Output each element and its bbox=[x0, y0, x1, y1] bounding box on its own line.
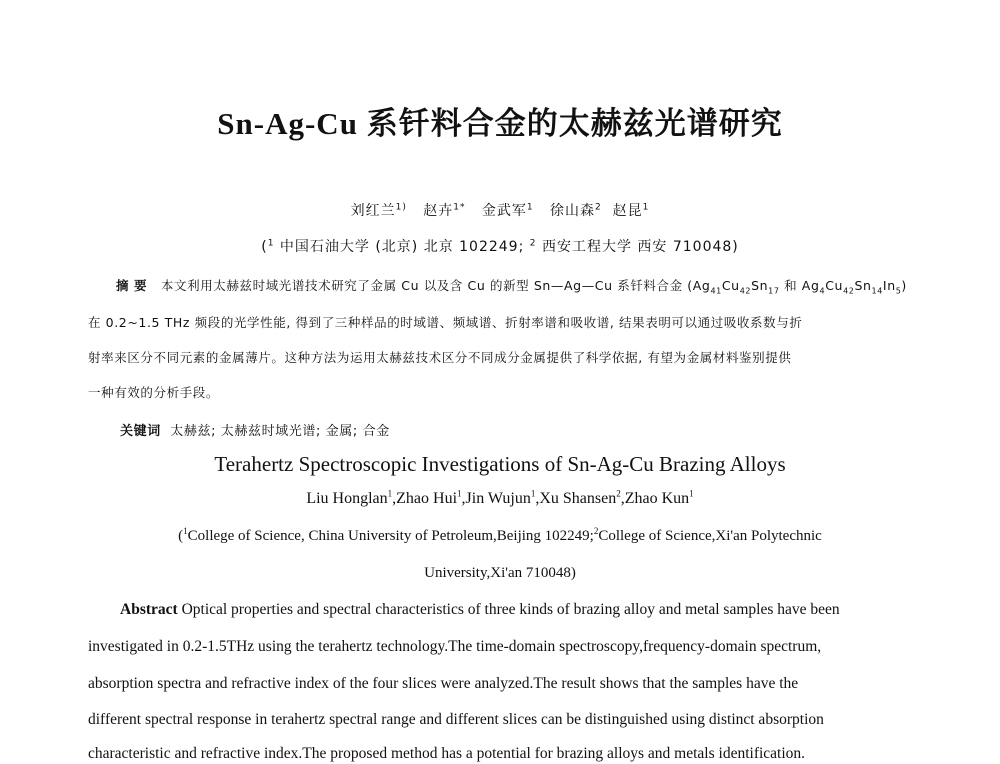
abstract-english-line-5: characteristic and refractive index.The proposed method has a potential for brazing alloys and metals identification. bbox=[88, 745, 806, 762]
author-name: 赵卉 bbox=[423, 203, 454, 219]
abstract-label-english: Abstract bbox=[120, 601, 178, 618]
author-affiliation-mark: 1 bbox=[387, 488, 393, 499]
author-affiliation-mark: 2 bbox=[594, 202, 602, 213]
author-affiliation-mark: 1 bbox=[642, 202, 650, 213]
affiliation-mark: 2 bbox=[529, 238, 537, 249]
abstract-text: Cu bbox=[721, 278, 740, 293]
abstract-text: Sn bbox=[854, 278, 872, 293]
keywords-text: 太赫兹; 太赫兹时域光谱; 金属; 合金 bbox=[170, 424, 390, 439]
abstract-text: 和 Ag bbox=[779, 278, 820, 293]
author-affiliation-mark: 2 bbox=[616, 488, 621, 499]
author-name: ,Jin Wujun bbox=[461, 490, 531, 507]
subscript: 4 bbox=[819, 286, 826, 296]
abstract-chinese-line-4: 一种有效的分析手段。 bbox=[88, 385, 220, 400]
author-affiliation-mark: 1* bbox=[453, 202, 466, 213]
abstract-english-line-3: absorption spectra and refractive index of the four slices were analyzed.The result shows that the samples have the bbox=[88, 675, 799, 692]
author-list-english bbox=[0, 490, 1000, 508]
affiliation-chinese bbox=[0, 236, 1000, 256]
abstract-english-line-2: investigated in 0.2-1.5THz using the terahertz technology.The time-domain spectroscopy,frequency-domain spectrum, bbox=[88, 638, 822, 655]
subscript: 41 bbox=[710, 286, 722, 296]
author-affiliation-mark: 1) bbox=[395, 202, 407, 213]
abstract-text: Optical properties and spectral characteristics of three kinds of brazing alloy and metal samples have been bbox=[177, 601, 840, 618]
affiliation-mark: 1 bbox=[183, 526, 188, 536]
affiliation-text: College of Science,Xi'an Polytechnic bbox=[598, 528, 822, 544]
paper-title-chinese: Sn-Ag-Cu 系钎料合金的太赫兹光谱研究 bbox=[217, 106, 783, 141]
affiliation-text: 中国石油大学 (北京) 北京 102249; bbox=[274, 239, 530, 255]
affiliation-text: 西安工程大学 西安 710048) bbox=[536, 239, 739, 255]
affiliation-open-paren: ( bbox=[261, 239, 268, 255]
author-name: 徐山森 bbox=[549, 203, 595, 219]
author-affiliation-mark: 1 bbox=[457, 488, 462, 499]
abstract-text: 本文利用太赫兹时域光谱技术研究了金属 Cu 以及含 Cu 的新型 Sn—Ag—Cu 系钎料合金 (Ag bbox=[160, 278, 711, 293]
affiliation-mark: 1 bbox=[267, 238, 275, 249]
subscript: 14 bbox=[871, 286, 883, 296]
abstract-text: ) bbox=[901, 278, 907, 293]
author-name: ,Zhao Hui bbox=[392, 490, 458, 507]
abstract-chinese-line-3: 射率来区分不同元素的金属薄片。这种方法为运用太赫兹技术区分不同成分金属提供了科学依据, 有望为金属材料鉴别提供 bbox=[88, 350, 792, 365]
affiliation-mark: 2 bbox=[593, 526, 599, 536]
author-name: Liu Honglan bbox=[306, 490, 388, 507]
author-affiliation-mark: 1 bbox=[689, 488, 694, 499]
subscript: 42 bbox=[843, 286, 855, 296]
author-name: 金武军 bbox=[481, 203, 527, 219]
author-affiliation-mark: 1 bbox=[530, 488, 536, 499]
abstract-english-line-4: different spectral response in terahertz spectral range and different slices can be distinguished using distinct absorption bbox=[88, 711, 824, 728]
abstract-text: In bbox=[882, 278, 896, 293]
author-name: 赵昆 bbox=[612, 203, 643, 219]
abstract-label-chinese: 摘 要 bbox=[116, 278, 148, 293]
affiliation-english-line-1 bbox=[0, 528, 1000, 545]
abstract-english-line-1 bbox=[120, 601, 906, 619]
abstract-chinese-line-2: 在 0.2~1.5 THz 频段的光学性能, 得到了三种样品的时域谱、频域谱、折射率谱和吸收谱, 结果表明可以通过吸收系数与折 bbox=[88, 315, 803, 330]
subscript: 42 bbox=[739, 286, 752, 296]
author-name: ,Xu Shansen bbox=[535, 490, 617, 507]
abstract-text: Cu bbox=[825, 278, 844, 293]
affiliation-english-line-2: University,Xi'an 710048) bbox=[424, 565, 576, 581]
abstract-chinese-line-1 bbox=[88, 276, 906, 294]
affiliation-open-paren: ( bbox=[178, 528, 184, 544]
subscript: 17 bbox=[768, 286, 780, 296]
author-name: 刘红兰 bbox=[350, 203, 396, 219]
abstract-text: Sn bbox=[751, 278, 769, 293]
author-affiliation-mark: 1 bbox=[526, 202, 534, 213]
paper-title-english: Terahertz Spectroscopic Investigations of Sn-Ag-Cu Brazing Alloys bbox=[214, 452, 786, 476]
keywords-label: 关键词 bbox=[120, 424, 161, 439]
author-list-chinese bbox=[0, 200, 1000, 220]
subscript: 5 bbox=[895, 286, 902, 296]
author-name: ,Zhao Kun bbox=[620, 490, 690, 507]
keywords-chinese bbox=[120, 420, 390, 439]
affiliation-text: College of Science, China University of Petroleum,Beijing 102249; bbox=[187, 528, 594, 544]
